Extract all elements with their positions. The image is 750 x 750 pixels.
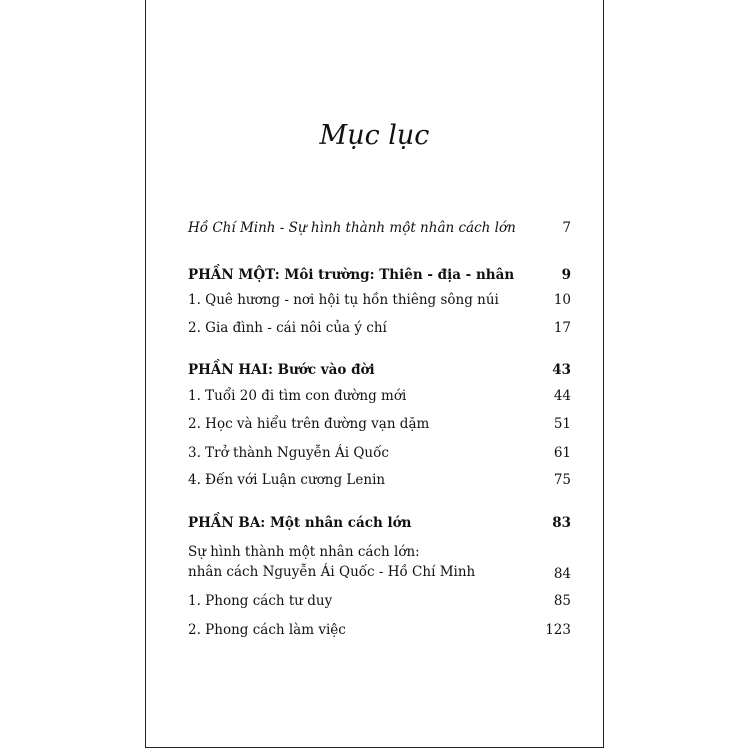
toc-entry-label: 2. Học và hiểu trên đường vạn dặm bbox=[188, 416, 430, 432]
toc-entry-page: 84 bbox=[553, 566, 571, 582]
toc-entry-label: 1. Quê hương - nơi hội tụ hồn thiêng sông núi bbox=[188, 292, 499, 308]
toc-entry-page: 10 bbox=[553, 292, 571, 308]
toc-part-label: PHẦN MỘT: Môi trường: Thiên - địa - nhân bbox=[188, 267, 515, 283]
toc-entry-label bbox=[188, 542, 475, 582]
toc-part-page: 43 bbox=[552, 362, 571, 378]
toc-entry-page: 44 bbox=[553, 388, 571, 404]
toc-entry-label: 1. Phong cách tư duy bbox=[188, 593, 333, 609]
toc-entry-page: 7 bbox=[562, 220, 571, 236]
toc-entry-page: 75 bbox=[553, 472, 571, 488]
toc-entry-label: 2. Phong cách làm việc bbox=[188, 622, 346, 638]
toc-part-label: PHẦN BA: Một nhân cách lớn bbox=[188, 515, 412, 531]
toc-entry-page: 61 bbox=[553, 445, 571, 461]
toc-entry-label-line2: nhân cách Nguyễn Ái Quốc - Hồ Chí Minh bbox=[188, 564, 476, 580]
toc-part-page: 83 bbox=[552, 515, 571, 531]
toc-entry-page: 51 bbox=[553, 416, 571, 432]
toc-entry-page: 123 bbox=[545, 622, 571, 638]
page-title: Mục lục bbox=[319, 120, 430, 151]
toc-entry-label-line1: Sự hình thành một nhân cách lớn: bbox=[188, 544, 420, 560]
toc-part-page: 9 bbox=[561, 267, 571, 283]
toc-entry-label: 2. Gia đình - cái nôi của ý chí bbox=[188, 320, 387, 336]
toc-entry-label: 4. Đến với Luận cương Lenin bbox=[188, 472, 386, 488]
toc-entry-label: 1. Tuổi 20 đi tìm con đường mới bbox=[188, 388, 407, 404]
toc-entry-page: 17 bbox=[553, 320, 571, 336]
toc-entry-label: 3. Trở thành Nguyễn Ái Quốc bbox=[188, 445, 389, 461]
toc-entry-page: 85 bbox=[553, 593, 571, 609]
toc-entry-label: Hồ Chí Minh - Sự hình thành một nhân cách lớn bbox=[188, 220, 516, 236]
toc-part-label: PHẦN HAI: Bước vào đời bbox=[188, 362, 375, 378]
book-page bbox=[145, 0, 604, 748]
